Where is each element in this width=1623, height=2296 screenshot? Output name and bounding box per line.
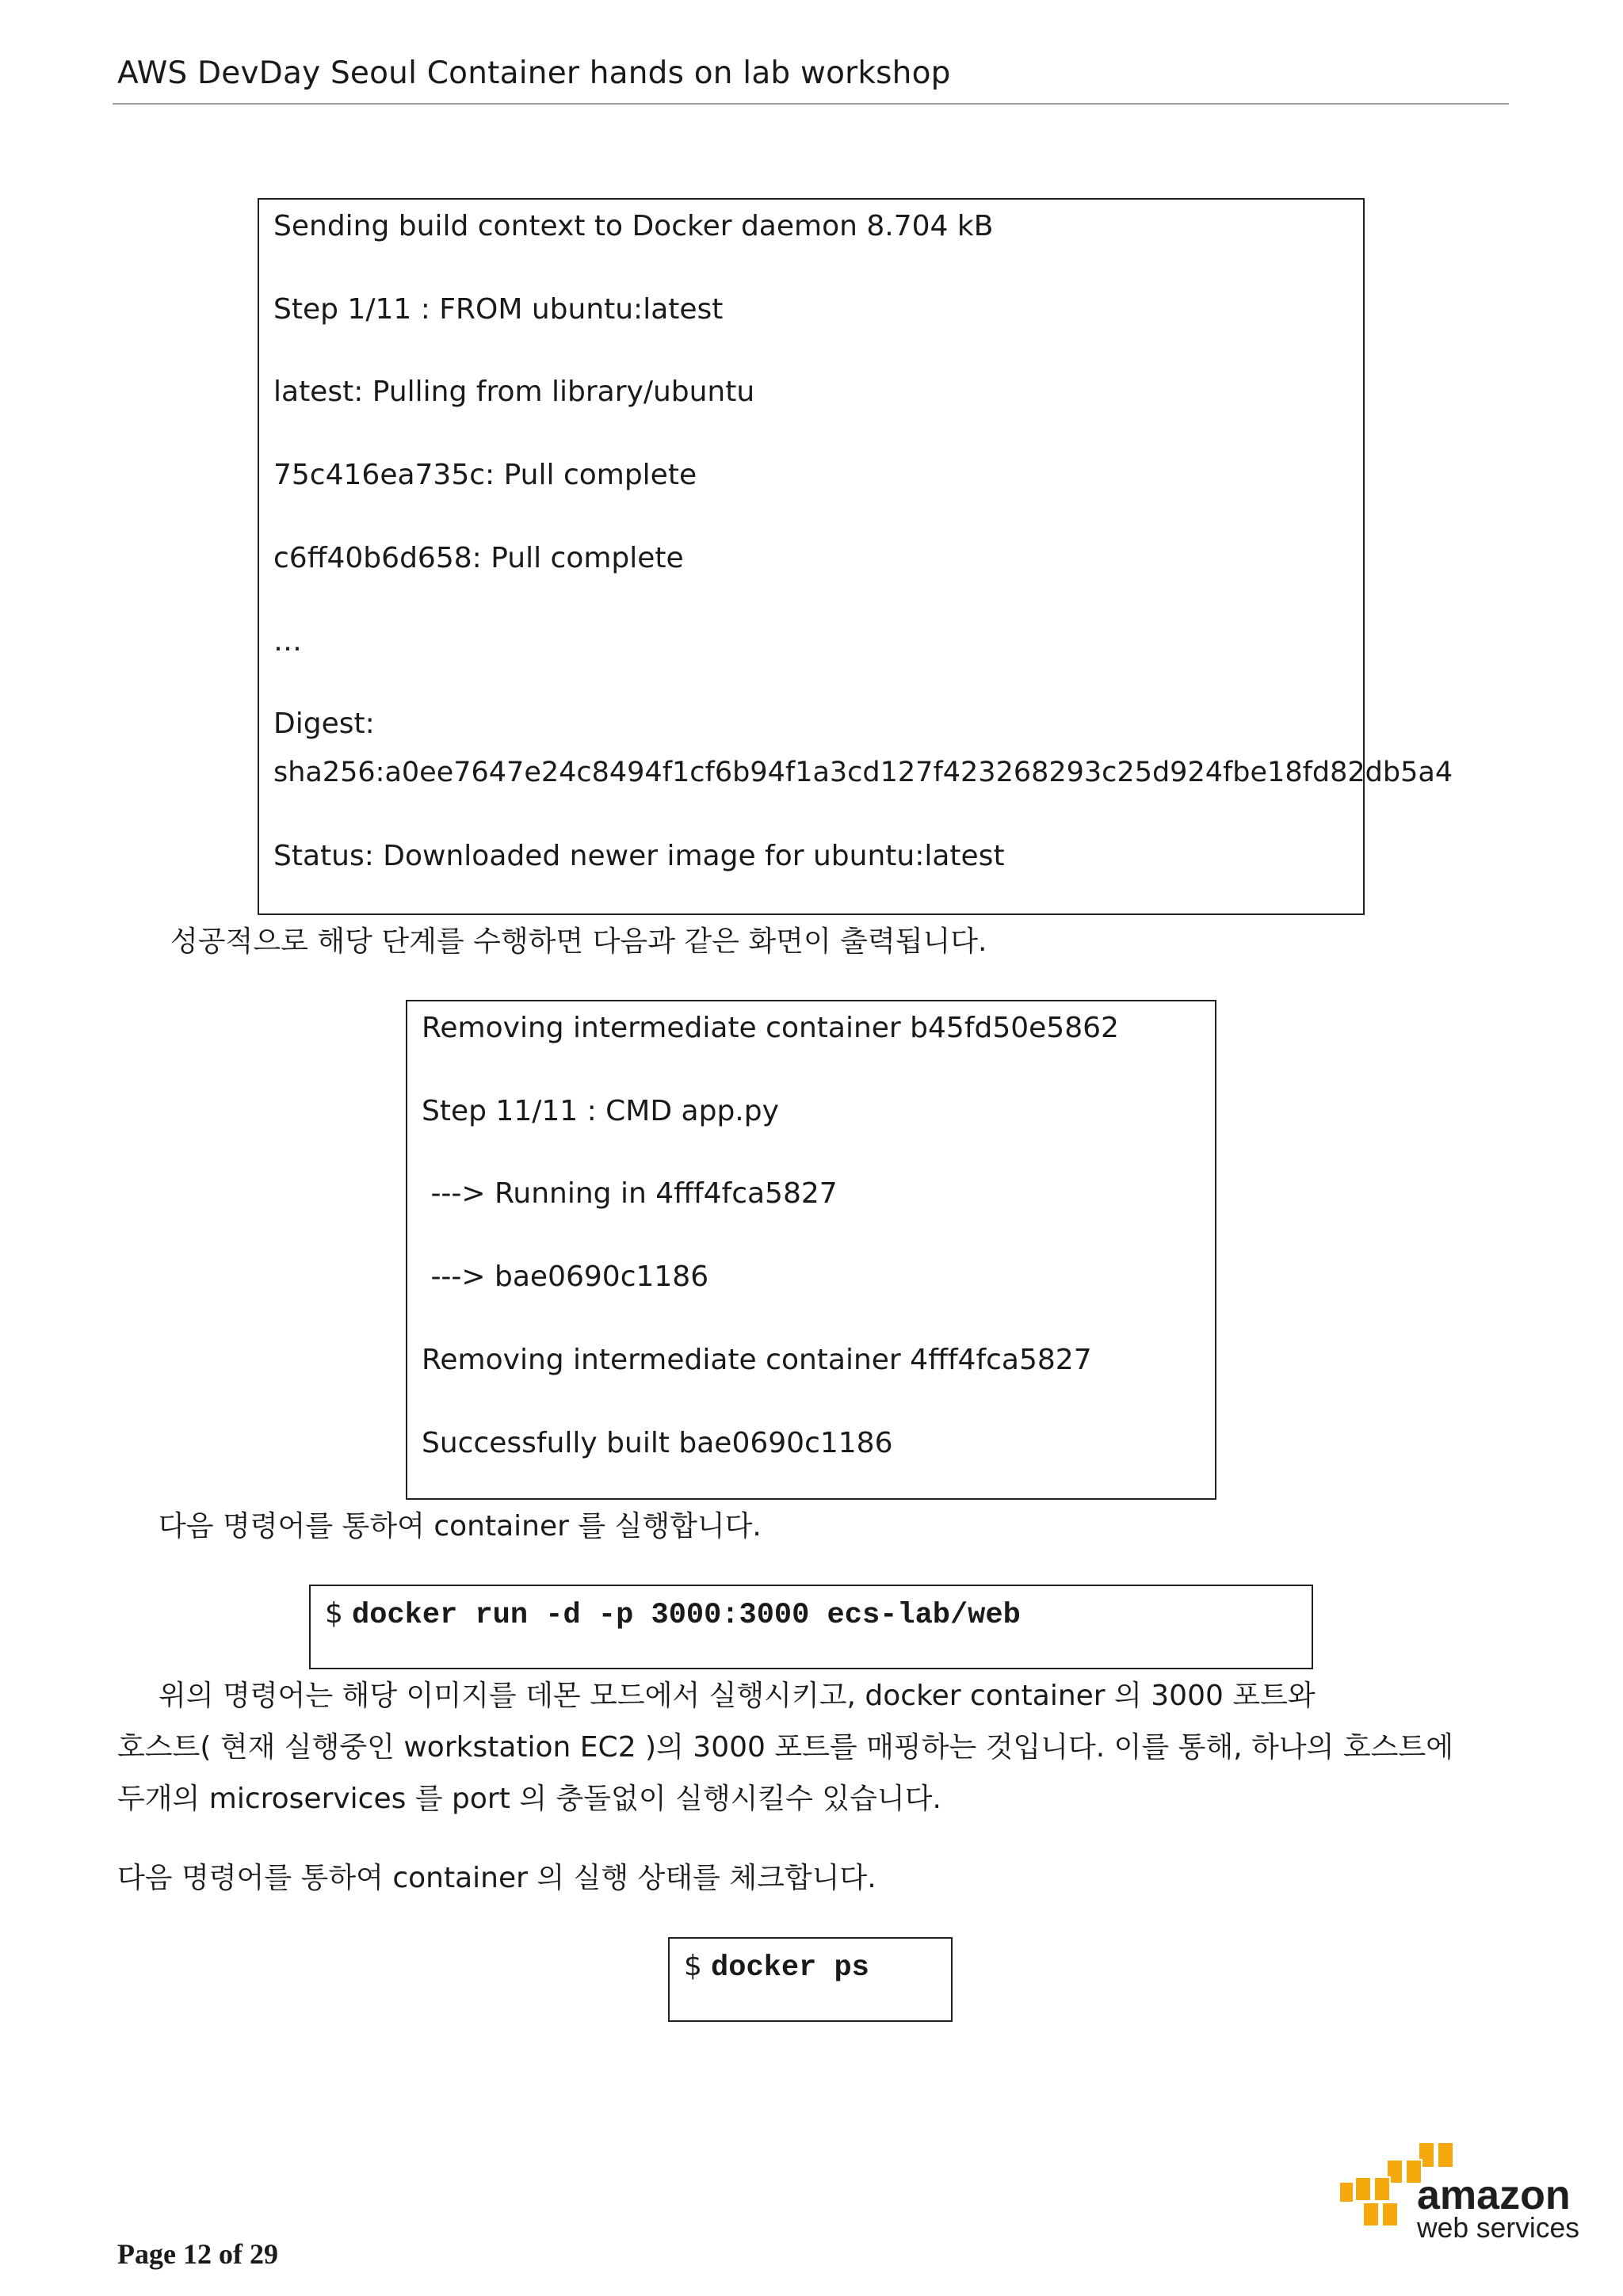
logo-word-amazon: amazon bbox=[1417, 2172, 1571, 2218]
ps-intro-paragraph: 다음 명령어를 통하여 container 의 실행 상태를 체크합니다. bbox=[117, 1862, 876, 1894]
build-line-digest: sha256:a0ee7647e24c8494f1cf6b94f1a3cd127f423268293c25d924fbe18fd82db5a4 bbox=[273, 757, 1453, 788]
ps-command-box bbox=[668, 1937, 953, 2022]
explain-line-3: 두개의 microservices 를 port 의 충돌없이 실행시킬수 있습니다. bbox=[117, 1783, 941, 1815]
result-line: Successfully built bae0690c1186 bbox=[422, 1427, 893, 1459]
result-output-box bbox=[406, 1000, 1216, 1500]
build-line: Sending build context to Docker daemon 8.704 kB bbox=[273, 210, 994, 242]
aws-logo bbox=[1339, 2139, 1593, 2242]
success-paragraph: 성공적으로 해당 단계를 수행하면 다음과 같은 화면이 출력됩니다. bbox=[170, 925, 987, 958]
result-line: Removing intermediate container 4fff4fca5827 bbox=[422, 1344, 1092, 1376]
header-divider bbox=[113, 103, 1509, 105]
prompt-symbol: $ bbox=[325, 1597, 343, 1630]
prompt-symbol: $ bbox=[684, 1950, 702, 1982]
build-line: Digest: bbox=[273, 707, 375, 740]
explain-line-2: 호스트( 현재 실행중인 workstation EC2 )의 3000 포트를 매핑하는 것입니다. 이를 통해, 하나의 호스트에 bbox=[117, 1731, 1453, 1764]
build-line: … bbox=[273, 625, 302, 658]
result-line: ---> bae0690c1186 bbox=[422, 1261, 709, 1293]
build-line: c6ff40b6d658: Pull complete bbox=[273, 542, 684, 574]
build-line: latest: Pulling from library/ubuntu bbox=[273, 376, 755, 408]
result-line: ---> Running in 4fff4fca5827 bbox=[422, 1177, 838, 1210]
build-line: Status: Downloaded newer image for ubuntu:latest bbox=[273, 840, 1005, 872]
page-number: Page 12 of 29 bbox=[117, 2238, 278, 2270]
explain-line-1: 위의 명령어는 해당 이미지를 데몬 모드에서 실행시키고, docker container 의 3000 포트와 bbox=[158, 1680, 1316, 1712]
result-line: Step 11/11 : CMD app.py bbox=[422, 1095, 779, 1127]
result-line: Removing intermediate container b45fd50e5862 bbox=[422, 1012, 1119, 1044]
header-title: AWS DevDay Seoul Container hands on lab workshop bbox=[117, 55, 951, 91]
run-command-box bbox=[309, 1585, 1313, 1669]
run-command-text: docker run -d -p 3000:3000 ecs-lab/web bbox=[352, 1599, 1021, 1632]
ps-command-text: docker ps bbox=[711, 1951, 869, 1985]
logo-word-webservices: web services bbox=[1416, 2211, 1579, 2242]
run-intro-paragraph: 다음 명령어를 통하여 container 를 실행합니다. bbox=[158, 1510, 762, 1543]
build-line: Step 1/11 : FROM ubuntu:latest bbox=[273, 293, 724, 326]
build-output-box bbox=[258, 198, 1453, 915]
build-line: 75c416ea735c: Pull complete bbox=[273, 459, 697, 491]
